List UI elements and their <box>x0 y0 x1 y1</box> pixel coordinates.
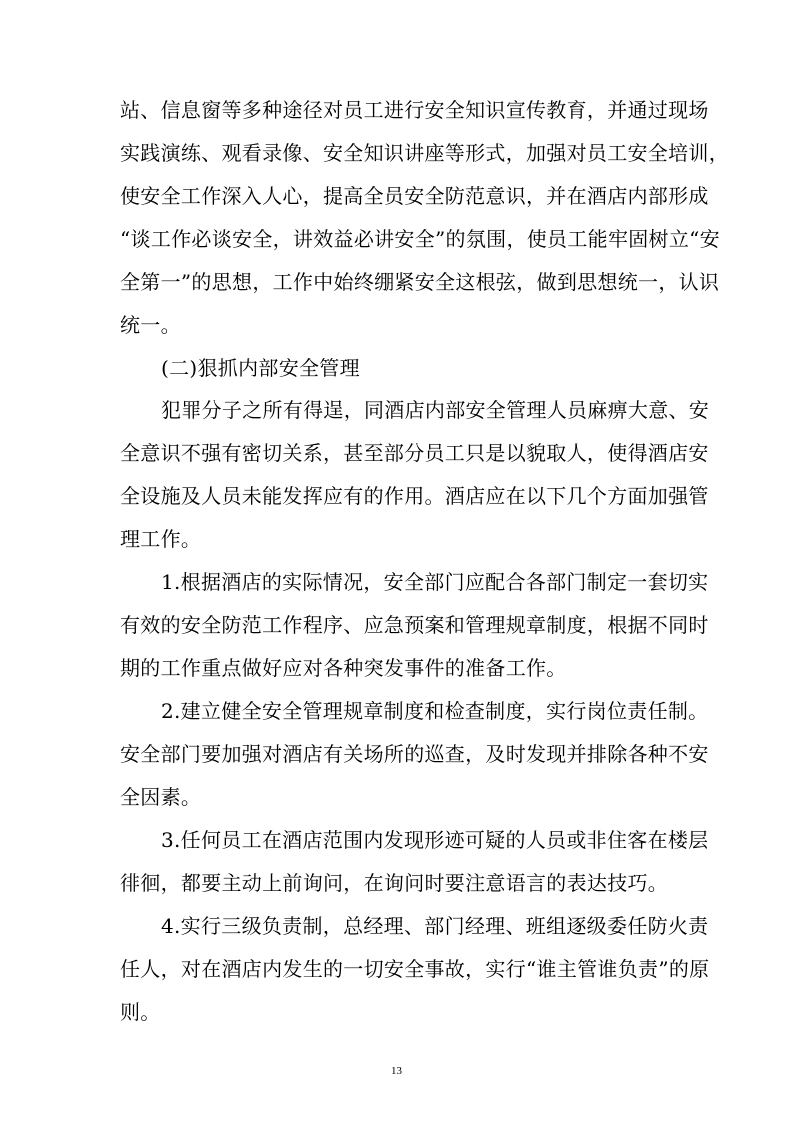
text-line: 站、信息窗等多种途径对员工进行安全知识宣传教育，并通过现场 <box>120 98 709 122</box>
text-line: 2.建立健全安全管理规章制度和检查制度，实行岗位责任制。 <box>161 699 709 723</box>
text-line: 有效的安全防范工作程序、应急预案和管理规章制度，根据不同时 <box>120 613 709 637</box>
text-line: 实践演练、观看录像、安全知识讲座等形式，加强对员工安全培训， <box>120 141 729 165</box>
text-line: 全第一”的思想，工作中始终绷紧安全这根弦，做到思想统一，认识 <box>120 270 720 294</box>
text-line: 期的工作重点做好应对各种突发事件的准备工作。 <box>120 656 567 680</box>
text-line: 1.根据酒店的实际情况，安全部门应配合各部门制定一套切实 <box>161 570 709 594</box>
page-number: 13 <box>391 1065 402 1077</box>
text-line: 全因素。 <box>120 785 202 809</box>
text-line: 犯罪分子之所有得逞，同酒店内部安全管理人员麻痹大意、安 <box>161 398 710 422</box>
text-line: 理工作。 <box>120 527 202 551</box>
text-line: 则。 <box>120 1000 161 1024</box>
text-line: 使安全工作深入人心，提高全员安全防范意识，并在酒店内部形成 <box>120 184 709 208</box>
text-line: 安全部门要加强对酒店有关场所的巡查，及时发现并排除各种不安 <box>120 742 709 766</box>
text-line: 全设施及人员未能发挥应有的作用。酒店应在以下几个方面加强管 <box>120 484 709 508</box>
text-line: 统一。 <box>120 313 181 337</box>
text-line: 全意识不强有密切关系，甚至部分员工只是以貌取人，使得酒店安 <box>120 441 709 465</box>
text-line: 徘徊，都要主动上前询问，在询问时要注意语言的表达技巧。 <box>120 871 669 895</box>
section-heading: (二)狠抓内部安全管理 <box>161 356 360 380</box>
text-line: 4.实行三级负责制，总经理、部门经理、班组逐级委任防火责 <box>161 914 709 938</box>
text-line: 3.任何员工在酒店范围内发现形迹可疑的人员或非住客在楼层 <box>161 828 709 852</box>
text-line: “谈工作必谈安全，讲效益必讲安全”的氛围，使员工能牢固树立“安 <box>120 227 720 251</box>
text-line: 任人，对在酒店内发生的一切安全事故，实行“谁主管谁负责”的原 <box>120 957 710 981</box>
